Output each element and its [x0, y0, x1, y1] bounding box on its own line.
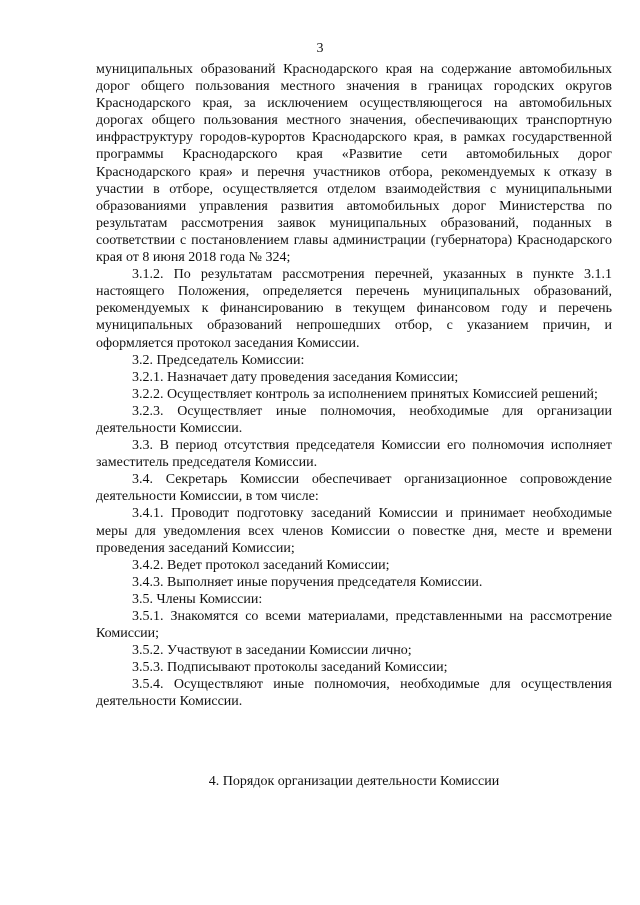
paragraph-3-2-2: 3.2.2. Осуществляет контроль за исполнением принятых Комиссией решений; — [132, 386, 598, 402]
paragraph-3-5-3: 3.5.3. Подписывают протоколы заседаний Комиссии; — [132, 660, 448, 676]
page-number: 3 — [316, 41, 324, 56]
paragraph-3-5: 3.5. Члены Комиссии: — [132, 591, 263, 607]
document-body — [96, 61, 612, 711]
paragraph-3-4-3: 3.4.3. Выполняет иные поручения председателя Комиссии. — [132, 574, 483, 590]
paragraph-3-5-2: 3.5.2. Участвуют в заседании Комиссии лично; — [132, 643, 412, 659]
paragraph-3-2: 3.2. Председатель Комиссии: — [132, 352, 305, 368]
paragraph-3-4: 3.4. Секретарь Комиссии обеспечивает организационное сопровождение деятельности Комиссии, в том числе: — [96, 472, 612, 505]
paragraph-3-4-1: 3.4.1. Проводит подготовку заседаний Комиссии и принимает необходимые меры для уведомления всех членов Комиссии о повестке дня, месте и времени проведения заседаний Комиссии; — [96, 506, 612, 556]
section-heading: 4. Порядок организации деятельности Комиссии — [208, 774, 500, 789]
paragraph-3-2-1: 3.2.1. Назначает дату проведения заседания Комиссии; — [132, 369, 459, 385]
paragraph-3-4-2: 3.4.2. Ведет протокол заседаний Комиссии; — [132, 557, 390, 573]
paragraph-3-2-3: 3.2.3. Осуществляет иные полномочия, необходимые для организации деятельности Комиссии. — [96, 403, 612, 436]
paragraph-3-1-2: 3.1.2. По результатам рассмотрения перечней, указанных в пункте 3.1.1 настоящего Положения, определяется перечень муниципальных образований, рекомендуемых к финансированию в текущем финансовом году и перечень муниципальных образований непрошедших отбор, с указанием причин, и оформляется протокол заседания Комиссии. — [96, 267, 612, 351]
paragraph-3-5-1: 3.5.1. Знакомятся со всеми материалами, представленными на рассмотрение Комиссии; — [96, 609, 612, 642]
paragraph-3-5-4: 3.5.4. Осуществляют иные полномочия, необходимые для осуществления деятельности Комиссии. — [96, 677, 612, 710]
paragraph-3-3: 3.3. В период отсутствия председателя Комиссии его полномочия исполняет заместитель председателя Комиссии. — [96, 438, 612, 471]
paragraph-continuation: муниципальных образований Краснодарского края на содержание автомобильных дорог общего пользования местного значения в границах городских округов Краснодарского края, за исключением осуществляющегося на автомобильных дорогах общего пользования местного значения, обеспечивающих транспортную инфраструктуру городов-курортов Краснодарского края, в рамках государственной программы Краснодарского края «Развитие сети автомобильных дорог Краснодарского края» и перечня участников отбора, рекомендуемых к отказу в участии в отборе, осуществляется отделом взаимодействия с муниципальными образованиями управления развития автомобильных дорог Министерства по результатам рассмотрения заявок муниципальных образований, поданных в соответствии с постановлением главы администрации (губернатора) Краснодарского края от 8 июня 2018 года № 324; — [96, 62, 612, 266]
